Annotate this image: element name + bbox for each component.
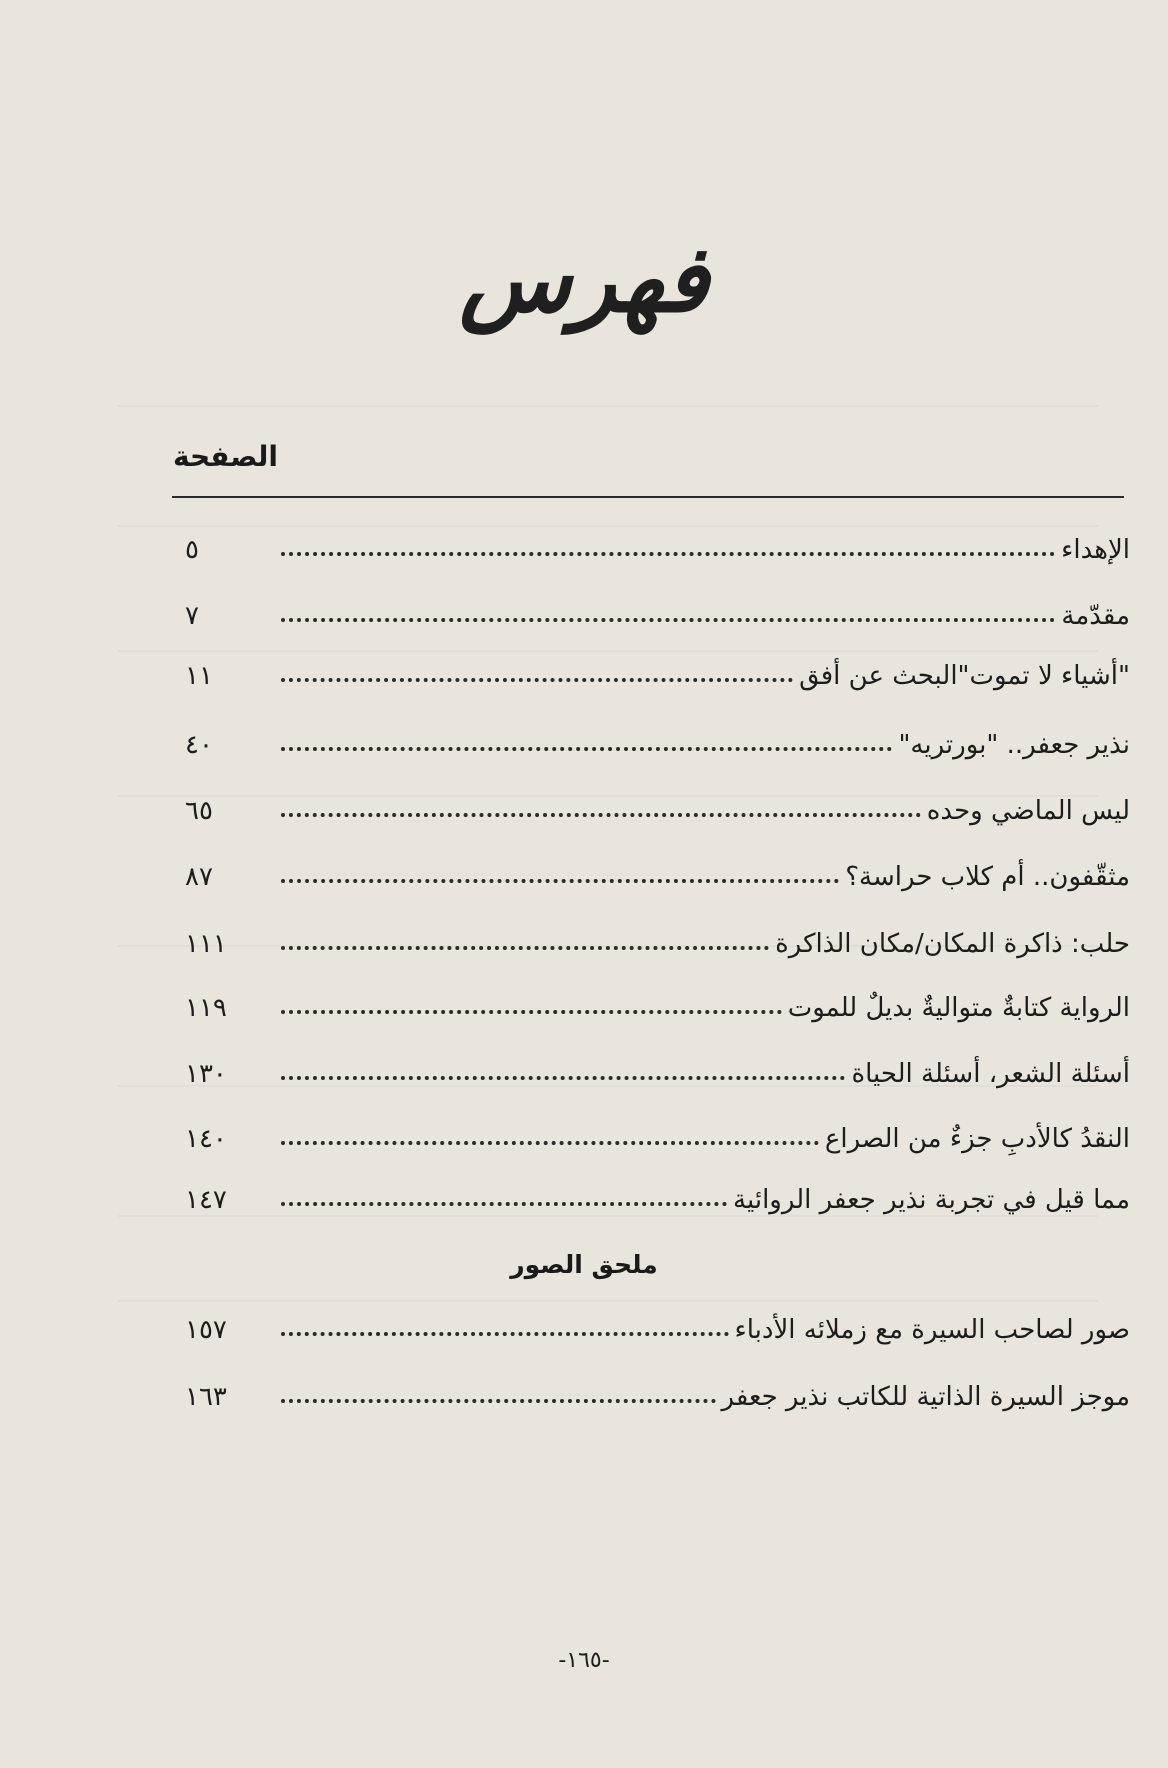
toc-entry-page: ١٣٠ (185, 1059, 227, 1089)
toc-entry-page: ١٥٧ (185, 1315, 227, 1345)
dot-leader (281, 678, 793, 682)
header-divider (172, 496, 1124, 498)
dot-leader (281, 1141, 819, 1145)
toc-entry-page: ١٤٠ (185, 1124, 227, 1154)
toc-entry (185, 716, 1130, 760)
dot-leader (281, 1010, 782, 1014)
toc-entry-title: الرواية كتابةٌ متواليةٌ بديلٌ للموت (787, 993, 1130, 1023)
page-number: -١٦٥- (558, 1648, 610, 1673)
dot-leader (281, 1332, 729, 1336)
toc-entry (185, 1368, 1130, 1412)
toc-entry-title: أسئلة الشعر، أسئلة الحياة (851, 1059, 1130, 1089)
dot-leader (281, 813, 921, 817)
toc-entry-page: ٨٧ (185, 862, 213, 892)
toc-entry-title: صور لصاحب السيرة مع زملائه الأدباء (734, 1315, 1130, 1345)
toc-entry-page: ٤٠ (185, 730, 213, 760)
toc-entry (185, 587, 1130, 631)
toc-entry-title: ليس الماضي وحده (926, 796, 1130, 826)
toc-entry (185, 521, 1130, 565)
toc-entry (185, 1045, 1130, 1089)
toc-entry-page: ١٤٧ (185, 1185, 227, 1215)
toc-entry-title: موجز السيرة الذاتية للكاتب نذير جعفر (721, 1382, 1130, 1412)
dot-leader (281, 618, 1055, 622)
toc-entry-title: الإهداء (1061, 535, 1130, 565)
toc-entry-title: "أشياء لا تموت"البحث عن أفق (799, 661, 1130, 691)
toc-entry-title: نذير جعفر.. "بورتريه" (898, 730, 1130, 760)
toc-entry (185, 848, 1130, 892)
toc-entry (185, 782, 1130, 826)
dot-leader (281, 552, 1055, 556)
dot-leader (281, 747, 892, 751)
toc-entry-page: ٥ (185, 535, 199, 565)
page-title: فهرس (459, 225, 709, 333)
toc-entry-page: ١١ (185, 661, 213, 691)
toc-entry-page: ١١٩ (185, 993, 227, 1023)
toc-entry-title: النقدُ كالأدبِ جزءٌ من الصراع (824, 1124, 1130, 1154)
dot-leader (281, 1399, 716, 1403)
toc-entry (185, 1110, 1130, 1154)
toc-entry-page: ١٦٣ (185, 1382, 227, 1412)
toc-entry (185, 647, 1130, 691)
toc-entry (185, 1171, 1130, 1215)
dot-leader (281, 946, 769, 950)
toc-entry-title: حلب: ذاكرة المكان/مكان الذاكرة (775, 929, 1130, 959)
toc-entry (185, 915, 1130, 959)
toc-entry (185, 979, 1130, 1023)
bleed-through-line (118, 405, 1098, 407)
toc-entry-title: مثقّفون.. أم كلاب حراسة؟ (845, 862, 1130, 892)
dot-leader (281, 1076, 845, 1080)
toc-entry-page: ١١١ (185, 929, 227, 959)
toc-entry-page: ٧ (185, 601, 199, 631)
page-column-header: الصفحة (172, 440, 278, 473)
toc-entry-page: ٦٥ (185, 796, 213, 826)
appendix-heading: ملحق الصور (510, 1250, 658, 1279)
toc-entry-title: مقدّمة (1061, 601, 1130, 631)
bleed-through-line (118, 1215, 1098, 1217)
dot-leader (281, 879, 839, 883)
toc-entry-title: مما قيل في تجربة نذير جعفر الروائية (733, 1185, 1130, 1215)
dot-leader (281, 1202, 727, 1206)
toc-entry (185, 1301, 1130, 1345)
